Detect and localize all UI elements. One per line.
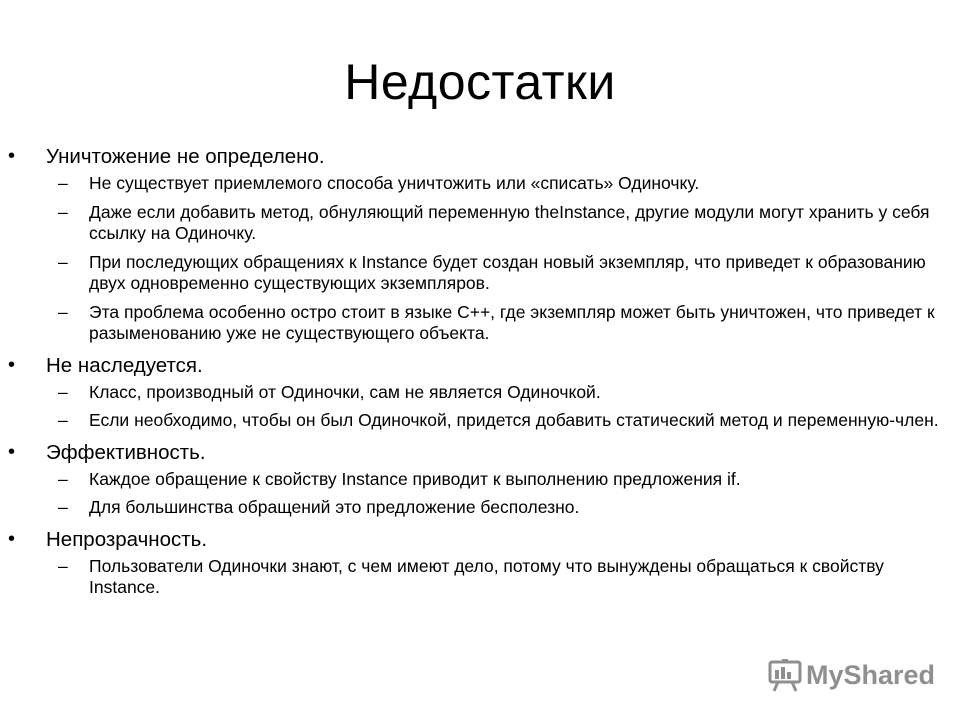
bullet-text: Не наследуется. — [46, 353, 203, 377]
sub-bullet-list — [46, 469, 960, 519]
sub-bullet-item — [46, 202, 960, 245]
bullet-marker: • — [8, 527, 16, 550]
sub-bullet-text: Эта проблема особенно остро стоит в языке С++, где экземпляр может быть уничтожен, что приведет к разыменованию уже не существующего объекта. — [89, 301, 935, 343]
bullet-list — [0, 143, 960, 606]
dash-marker: – — [58, 555, 68, 576]
watermark-logo[interactable] — [768, 655, 935, 695]
sub-bullet-item — [46, 556, 960, 599]
sub-bullet-text: Если необходимо, чтобы он был Одиночкой, придется добавить статический метод и переменную-член. — [89, 410, 939, 430]
sub-bullet-text: При последующих обращениях к Instance будет создан новый экземпляр, что приведет к образованию двух одновременно существующих экземпляров. — [89, 251, 926, 293]
sub-bullet-item — [46, 410, 960, 432]
sub-bullet-text: Пользователи Одиночки знают, с чем имеют дело, потому что вынуждены обращаться к свойству Instance. — [89, 555, 884, 597]
bullet-text: Непрозрачность. — [46, 527, 208, 551]
sub-bullet-item — [46, 173, 960, 195]
dash-marker: – — [58, 468, 68, 489]
dash-marker: – — [58, 381, 68, 402]
sub-bullet-text: Даже если добавить метод, обнуляющий переменную theInstance, другие модули могут хранить у себя ссылку на Одиночку. — [89, 201, 930, 243]
sub-bullet-item — [46, 382, 960, 404]
sub-bullet-list — [46, 556, 960, 599]
slide-title: Недостатки — [344, 54, 616, 110]
sub-bullet-list — [46, 173, 960, 345]
sub-bullet-item — [46, 469, 960, 491]
bullet-marker: • — [8, 145, 16, 167]
dash-marker: – — [58, 301, 68, 322]
bullet-item — [0, 143, 960, 345]
sub-bullet-list — [46, 382, 960, 432]
bullet-text: Эффективность. — [46, 440, 206, 464]
dash-marker: – — [58, 201, 68, 222]
presentation-board-icon — [768, 658, 802, 692]
dash-marker: – — [58, 497, 68, 517]
dash-marker: – — [58, 410, 68, 430]
bullet-marker: • — [8, 353, 16, 376]
watermark-text: MyShared — [806, 659, 936, 690]
sub-bullet-item — [46, 497, 960, 519]
dash-marker: – — [58, 251, 68, 272]
sub-bullet-text: Не существует приемлемого способа уничтожить или «списать» Одиночку. — [89, 173, 700, 193]
bullet-text: Уничтожение не определено. — [46, 145, 325, 168]
sub-bullet-item — [46, 252, 960, 295]
sub-bullet-text: Для большинства обращений это предложение бесполезно. — [89, 497, 580, 517]
bullet-item — [0, 526, 960, 599]
dash-marker: – — [58, 173, 68, 193]
bullet-item — [0, 352, 960, 432]
sub-bullet-text: Класс, производный от Одиночки, сам не является Одиночкой. — [89, 381, 601, 402]
bullet-item — [0, 439, 960, 519]
sub-bullet-item — [46, 302, 960, 345]
sub-bullet-text: Каждое обращение к свойству Instance приводит к выполнению предложения if. — [89, 468, 741, 489]
bullet-marker: • — [8, 440, 16, 463]
